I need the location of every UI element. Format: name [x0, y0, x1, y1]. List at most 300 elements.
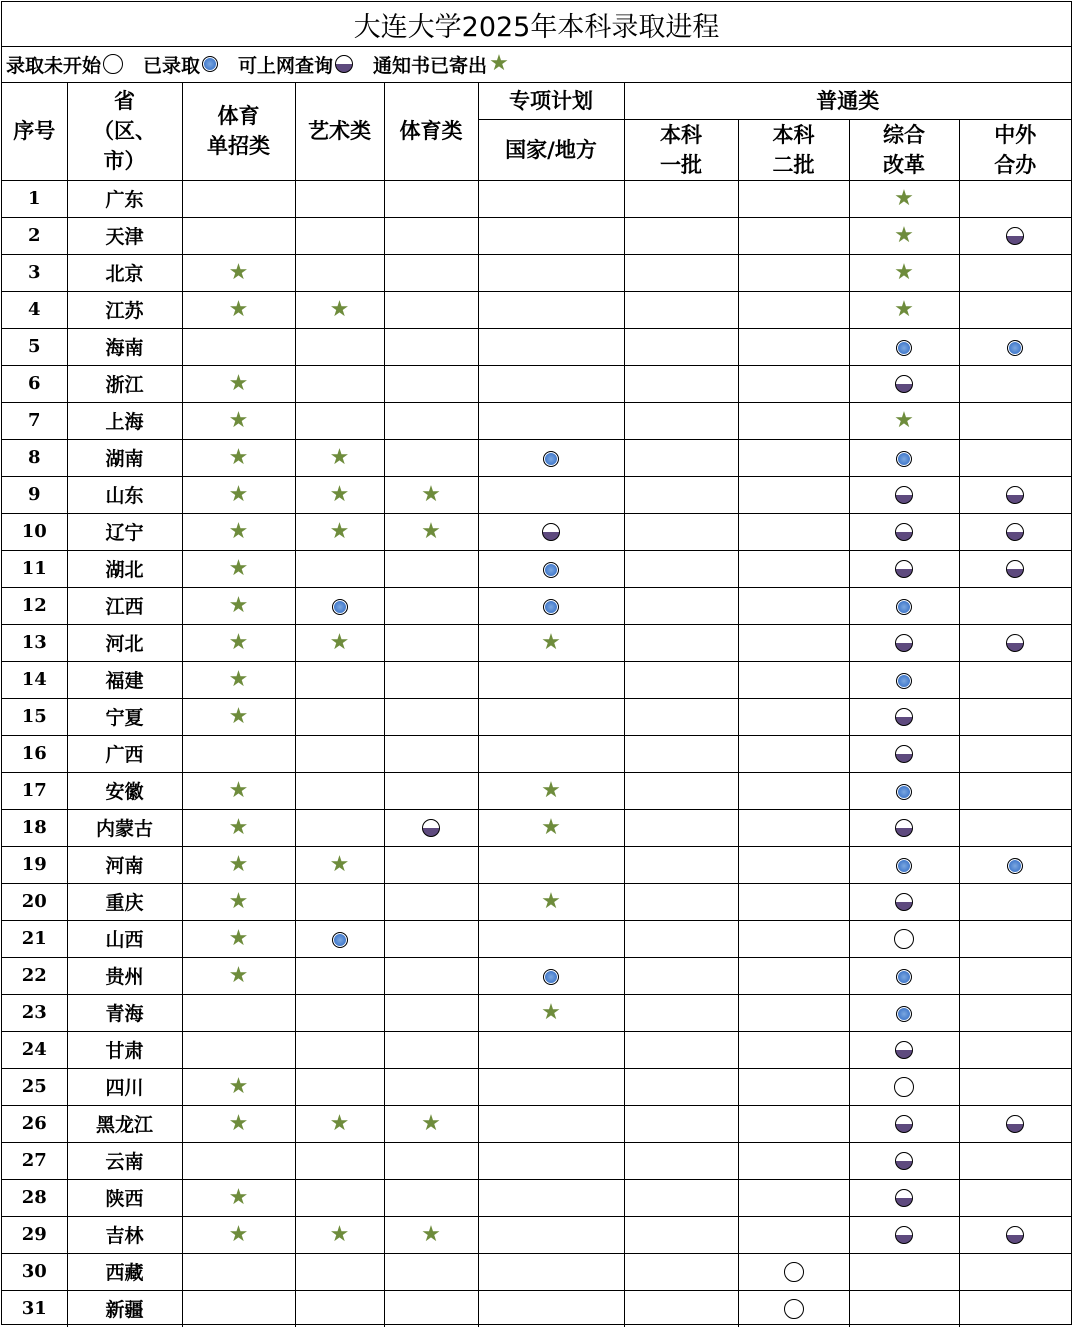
province-name: 云南 — [67, 1142, 182, 1179]
header-sports-single — [182, 83, 295, 180]
status-cell-sports — [384, 1253, 478, 1290]
status-cell-reform — [849, 846, 959, 883]
province-name: 湖南 — [67, 439, 182, 476]
status-cell-batch2 — [738, 180, 849, 217]
province-name: 安徽 — [67, 772, 182, 809]
status-cell-reform — [849, 476, 959, 513]
status-cell-batch1 — [624, 1253, 738, 1290]
status-cell-batch1 — [624, 217, 738, 254]
table-row — [2, 476, 1071, 513]
star-icon: ★ — [894, 259, 914, 285]
half-circle-icon — [1006, 1226, 1024, 1244]
status-cell-batch2 — [738, 624, 849, 661]
status-cell-special — [478, 846, 624, 883]
status-cell-sports_single — [182, 957, 295, 994]
status-cell-special — [478, 1142, 624, 1179]
header-province — [67, 83, 182, 180]
status-cell-sports_single — [182, 365, 295, 402]
row-number: 4 — [2, 291, 67, 328]
status-cell-sports — [384, 254, 478, 291]
status-cell-batch1 — [624, 1105, 738, 1142]
status-cell-art — [295, 994, 384, 1031]
status-cell-batch2 — [738, 883, 849, 920]
province-name: 重庆 — [67, 883, 182, 920]
row-number: 22 — [2, 957, 67, 994]
status-cell-sports — [384, 291, 478, 328]
status-cell-batch2 — [738, 439, 849, 476]
table-row — [2, 994, 1071, 1031]
status-cell-batch1 — [624, 439, 738, 476]
status-cell-special — [478, 254, 624, 291]
half-circle-icon — [895, 560, 913, 578]
status-cell-joint — [959, 513, 1071, 550]
status-cell-art — [295, 476, 384, 513]
admitted-dot-icon — [543, 969, 559, 985]
status-cell-sports — [384, 180, 478, 217]
legend-item-query — [238, 51, 353, 78]
province-name: 河南 — [67, 846, 182, 883]
status-cell-batch1 — [624, 365, 738, 402]
table-row — [2, 1253, 1071, 1290]
header-batch1 — [624, 119, 738, 180]
status-cell-reform — [849, 217, 959, 254]
status-cell-batch1 — [624, 587, 738, 624]
status-cell-batch2 — [738, 661, 849, 698]
row-number: 18 — [2, 809, 67, 846]
star-icon: ★ — [228, 629, 249, 655]
status-cell-art — [295, 365, 384, 402]
status-cell-reform — [849, 328, 959, 365]
header-seq: 序号 — [2, 83, 67, 180]
status-cell-reform — [849, 994, 959, 1031]
status-cell-art — [295, 957, 384, 994]
status-cell-batch2 — [738, 1142, 849, 1179]
status-cell-batch1 — [624, 846, 738, 883]
status-cell-batch1 — [624, 550, 738, 587]
header-line: 中外 — [994, 121, 1037, 147]
table-row — [2, 1216, 1071, 1253]
status-cell-special — [478, 1105, 624, 1142]
status-cell-batch1 — [624, 957, 738, 994]
status-cell-sports — [384, 402, 478, 439]
status-cell-joint — [959, 772, 1071, 809]
province-name: 山东 — [67, 476, 182, 513]
row-number: 16 — [2, 735, 67, 772]
status-cell-sports — [384, 439, 478, 476]
status-cell-art — [295, 550, 384, 587]
status-cell-batch2 — [738, 846, 849, 883]
row-number: 1 — [2, 180, 67, 217]
star-icon: ★ — [329, 444, 350, 470]
row-number: 21 — [2, 920, 67, 957]
status-cell-reform — [849, 402, 959, 439]
header-line: 本科 — [772, 121, 815, 147]
status-cell-joint — [959, 698, 1071, 735]
status-cell-batch2 — [738, 1031, 849, 1068]
status-cell-sports_single — [182, 1216, 295, 1253]
status-cell-sports_single — [182, 402, 295, 439]
star-icon: ★ — [228, 1184, 249, 1210]
status-cell-art — [295, 1142, 384, 1179]
row-number: 23 — [2, 994, 67, 1031]
status-cell-batch1 — [624, 476, 738, 513]
status-cell-reform — [849, 1031, 959, 1068]
status-cell-art — [295, 846, 384, 883]
status-cell-batch2 — [738, 402, 849, 439]
status-cell-batch2 — [738, 994, 849, 1031]
row-number: 15 — [2, 698, 67, 735]
header-line: 单招类 — [207, 133, 270, 159]
star-icon: ★ — [228, 555, 249, 581]
legend-label: 录取未开始 — [6, 54, 102, 77]
status-cell-batch2 — [738, 291, 849, 328]
status-cell-batch2 — [738, 1290, 849, 1327]
status-cell-batch2 — [738, 809, 849, 846]
status-cell-sports — [384, 624, 478, 661]
province-name: 广东 — [67, 180, 182, 217]
status-cell-batch1 — [624, 180, 738, 217]
status-cell-sports_single — [182, 809, 295, 846]
status-cell-reform — [849, 624, 959, 661]
status-cell-sports — [384, 1105, 478, 1142]
status-cell-joint — [959, 217, 1071, 254]
status-cell-batch1 — [624, 513, 738, 550]
status-cell-joint — [959, 1216, 1071, 1253]
row-number: 28 — [2, 1179, 67, 1216]
status-cell-joint — [959, 1031, 1071, 1068]
legend-label: 通知书已寄出 — [373, 54, 488, 77]
status-cell-batch2 — [738, 1216, 849, 1253]
status-cell-joint — [959, 587, 1071, 624]
half-circle-icon — [1006, 486, 1024, 504]
status-cell-reform — [849, 513, 959, 550]
status-cell-art — [295, 587, 384, 624]
status-cell-batch1 — [624, 809, 738, 846]
star-icon: ★ — [329, 851, 350, 877]
status-cell-special — [478, 291, 624, 328]
not-started-circle-icon — [894, 1077, 914, 1097]
star-icon: ★ — [228, 888, 249, 914]
admission-progress-sheet — [1, 1, 1072, 1325]
status-cell-batch1 — [624, 1290, 738, 1327]
status-cell-reform — [849, 180, 959, 217]
table-row — [2, 328, 1071, 365]
status-cell-batch2 — [738, 772, 849, 809]
row-number: 13 — [2, 624, 67, 661]
status-cell-batch1 — [624, 994, 738, 1031]
status-cell-art — [295, 180, 384, 217]
row-number: 10 — [2, 513, 67, 550]
status-cell-batch2 — [738, 550, 849, 587]
status-cell-sports_single — [182, 1031, 295, 1068]
status-cell-art — [295, 698, 384, 735]
star-icon: ★ — [228, 925, 249, 951]
status-cell-sports_single — [182, 328, 295, 365]
status-cell-art — [295, 1290, 384, 1327]
status-cell-sports — [384, 1179, 478, 1216]
row-number: 20 — [2, 883, 67, 920]
table-row — [2, 254, 1071, 291]
admitted-dot-icon — [896, 673, 912, 689]
not-started-circle-icon — [894, 929, 914, 949]
status-cell-sports — [384, 957, 478, 994]
legend-item-admitted — [143, 51, 218, 78]
status-cell-special — [478, 217, 624, 254]
status-cell-art — [295, 809, 384, 846]
province-name: 贵州 — [67, 957, 182, 994]
status-cell-sports — [384, 1142, 478, 1179]
province-name: 湖北 — [67, 550, 182, 587]
star-icon: ★ — [228, 407, 249, 433]
progress-table — [2, 83, 1071, 1327]
admitted-dot-icon — [332, 932, 348, 948]
province-name: 北京 — [67, 254, 182, 291]
status-cell-sports_single — [182, 550, 295, 587]
status-cell-sports — [384, 217, 478, 254]
status-cell-art — [295, 1031, 384, 1068]
star-icon: ★ — [228, 814, 249, 840]
star-icon: ★ — [894, 222, 914, 248]
status-cell-batch1 — [624, 1216, 738, 1253]
row-number: 7 — [2, 402, 67, 439]
admitted-dot-icon — [896, 784, 912, 800]
status-cell-reform — [849, 365, 959, 402]
half-circle-icon — [895, 745, 913, 763]
status-cell-special — [478, 994, 624, 1031]
header-line: 合办 — [994, 151, 1037, 177]
row-number: 12 — [2, 587, 67, 624]
star-icon: ★ — [228, 777, 249, 803]
half-circle-icon — [1006, 523, 1024, 541]
table-row — [2, 439, 1071, 476]
status-cell-art — [295, 1179, 384, 1216]
status-cell-joint — [959, 476, 1071, 513]
status-cell-sports_single — [182, 1290, 295, 1327]
star-icon: ★ — [541, 814, 561, 840]
status-cell-special — [478, 439, 624, 476]
status-cell-joint — [959, 365, 1071, 402]
table-row — [2, 1031, 1071, 1068]
province-name: 江苏 — [67, 291, 182, 328]
province-name: 西藏 — [67, 1253, 182, 1290]
table-row — [2, 624, 1071, 661]
star-icon: ★ — [421, 1110, 441, 1136]
header-line: 改革 — [883, 151, 925, 177]
status-cell-batch1 — [624, 624, 738, 661]
province-name: 天津 — [67, 217, 182, 254]
status-cell-reform — [849, 1142, 959, 1179]
admitted-dot-icon — [896, 451, 912, 467]
status-cell-art — [295, 402, 384, 439]
status-cell-sports — [384, 920, 478, 957]
row-number: 3 — [2, 254, 67, 291]
status-cell-sports — [384, 1216, 478, 1253]
status-cell-sports_single — [182, 1179, 295, 1216]
province-name: 四川 — [67, 1068, 182, 1105]
page-title: 大连大学2025年本科录取进程 — [2, 2, 1071, 47]
header-line: 本科 — [660, 121, 702, 147]
table-row — [2, 1068, 1071, 1105]
table-row — [2, 735, 1071, 772]
row-number: 5 — [2, 328, 67, 365]
star-icon: ★ — [894, 407, 914, 433]
half-circle-icon — [895, 486, 913, 504]
status-cell-sports_single — [182, 1105, 295, 1142]
row-number: 19 — [2, 846, 67, 883]
legend-label: 可上网查询 — [238, 54, 334, 77]
half-circle-icon — [895, 819, 913, 837]
status-cell-sports — [384, 365, 478, 402]
status-cell-special — [478, 883, 624, 920]
table-row — [2, 698, 1071, 735]
star-icon: ★ — [228, 444, 249, 470]
status-cell-special — [478, 1253, 624, 1290]
star-icon: ★ — [228, 1221, 249, 1247]
status-cell-sports_single — [182, 661, 295, 698]
status-cell-special — [478, 402, 624, 439]
province-name: 浙江 — [67, 365, 182, 402]
status-cell-reform — [849, 587, 959, 624]
status-cell-special — [478, 1031, 624, 1068]
table-row — [2, 217, 1071, 254]
status-cell-joint — [959, 994, 1071, 1031]
status-cell-reform — [849, 291, 959, 328]
star-icon: ★ — [228, 703, 249, 729]
admitted-dot-icon — [202, 56, 218, 72]
status-cell-batch1 — [624, 254, 738, 291]
admitted-dot-icon — [1007, 858, 1023, 874]
status-cell-art — [295, 291, 384, 328]
status-cell-reform — [849, 1068, 959, 1105]
status-cell-sports — [384, 328, 478, 365]
status-cell-sports — [384, 1068, 478, 1105]
header-line: 一批 — [660, 151, 702, 177]
status-cell-reform — [849, 883, 959, 920]
status-cell-sports — [384, 587, 478, 624]
half-circle-icon — [895, 708, 913, 726]
table-row — [2, 661, 1071, 698]
star-icon: ★ — [329, 1110, 350, 1136]
status-cell-sports_single — [182, 772, 295, 809]
status-cell-batch2 — [738, 476, 849, 513]
status-cell-joint — [959, 661, 1071, 698]
row-number: 29 — [2, 1216, 67, 1253]
star-icon: ★ — [894, 185, 914, 211]
status-cell-special — [478, 661, 624, 698]
not-started-circle-icon — [103, 54, 123, 74]
status-cell-batch1 — [624, 1142, 738, 1179]
row-number: 8 — [2, 439, 67, 476]
status-cell-special — [478, 624, 624, 661]
status-cell-reform — [849, 254, 959, 291]
status-cell-batch2 — [738, 365, 849, 402]
status-cell-special — [478, 1068, 624, 1105]
status-cell-reform — [849, 698, 959, 735]
star-icon: ★ — [228, 592, 249, 618]
table-row — [2, 365, 1071, 402]
star-icon: ★ — [541, 777, 561, 803]
half-circle-icon — [895, 1189, 913, 1207]
status-cell-batch1 — [624, 1031, 738, 1068]
status-cell-joint — [959, 920, 1071, 957]
status-cell-sports_single — [182, 883, 295, 920]
status-cell-sports_single — [182, 1253, 295, 1290]
status-cell-special — [478, 735, 624, 772]
half-circle-icon — [542, 523, 560, 541]
status-cell-sports — [384, 1031, 478, 1068]
province-name: 海南 — [67, 328, 182, 365]
status-cell-sports_single — [182, 920, 295, 957]
status-cell-art — [295, 624, 384, 661]
table-row — [2, 809, 1071, 846]
star-icon: ★ — [489, 51, 509, 76]
status-cell-sports_single — [182, 846, 295, 883]
status-cell-batch2 — [738, 1105, 849, 1142]
status-cell-reform — [849, 920, 959, 957]
status-cell-art — [295, 661, 384, 698]
status-cell-batch1 — [624, 698, 738, 735]
row-number: 24 — [2, 1031, 67, 1068]
status-cell-art — [295, 1216, 384, 1253]
province-name: 福建 — [67, 661, 182, 698]
status-cell-art — [295, 883, 384, 920]
star-icon: ★ — [228, 296, 249, 322]
star-icon: ★ — [228, 1073, 249, 1099]
status-cell-art — [295, 513, 384, 550]
table-row — [2, 402, 1071, 439]
status-cell-joint — [959, 846, 1071, 883]
status-cell-reform — [849, 550, 959, 587]
star-icon: ★ — [228, 259, 249, 285]
status-cell-art — [295, 1068, 384, 1105]
star-icon: ★ — [329, 518, 350, 544]
status-cell-sports_single — [182, 180, 295, 217]
status-cell-sports — [384, 883, 478, 920]
status-cell-art — [295, 254, 384, 291]
province-name: 江西 — [67, 587, 182, 624]
half-circle-icon — [895, 523, 913, 541]
status-cell-batch2 — [738, 920, 849, 957]
header-province-line: （区、 — [93, 118, 156, 144]
table-row — [2, 772, 1071, 809]
status-cell-special — [478, 1290, 624, 1327]
status-cell-batch2 — [738, 957, 849, 994]
header-reform — [849, 119, 959, 180]
status-cell-reform — [849, 957, 959, 994]
star-icon: ★ — [228, 518, 249, 544]
province-name: 黑龙江 — [67, 1105, 182, 1142]
status-cell-reform — [849, 772, 959, 809]
status-cell-joint — [959, 1290, 1071, 1327]
legend-item-star — [373, 51, 509, 78]
status-cell-batch2 — [738, 328, 849, 365]
status-cell-sports_single — [182, 254, 295, 291]
row-number: 2 — [2, 217, 67, 254]
status-cell-sports — [384, 476, 478, 513]
not-started-circle-icon — [784, 1262, 804, 1282]
header-line: 二批 — [772, 151, 815, 177]
status-cell-batch2 — [738, 698, 849, 735]
legend — [2, 46, 1071, 83]
status-cell-special — [478, 698, 624, 735]
status-cell-sports_single — [182, 217, 295, 254]
admitted-dot-icon — [896, 969, 912, 985]
status-cell-sports_single — [182, 587, 295, 624]
status-cell-batch2 — [738, 217, 849, 254]
status-cell-joint — [959, 291, 1071, 328]
status-cell-sports — [384, 735, 478, 772]
status-cell-special — [478, 587, 624, 624]
